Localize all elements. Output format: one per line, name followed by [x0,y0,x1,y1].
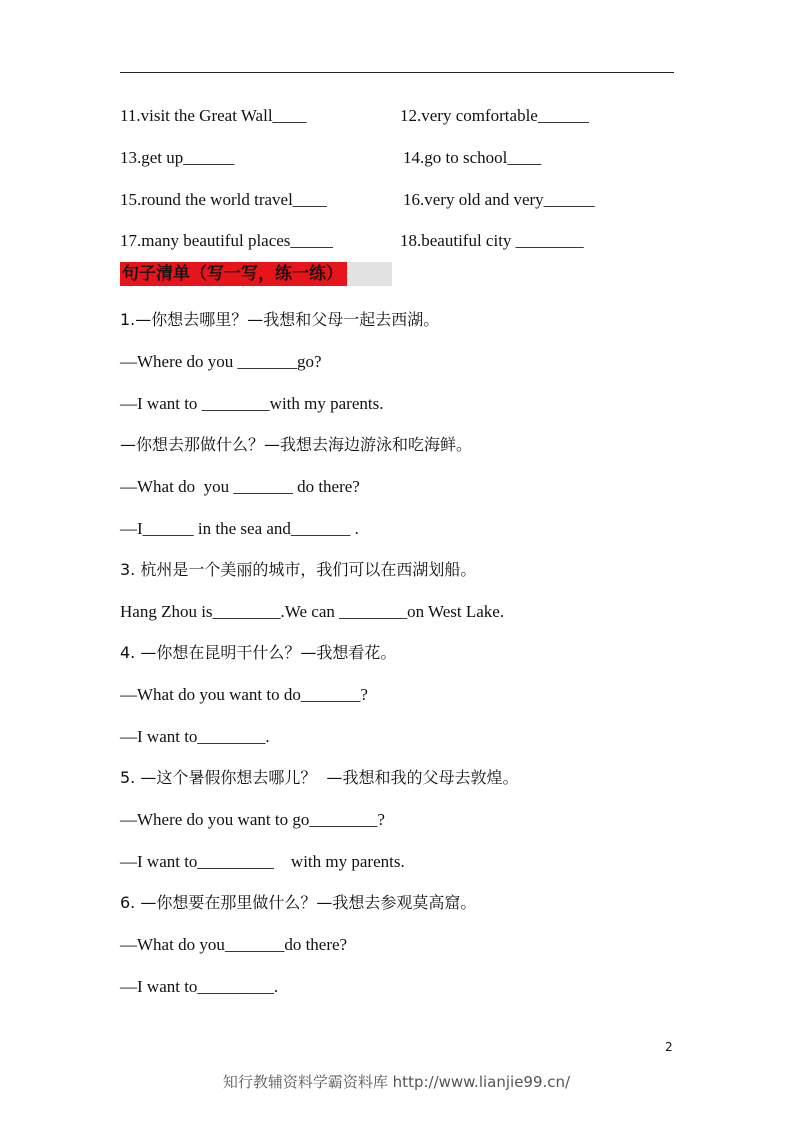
vocab-item: 18.beautiful city ________ [400,231,584,250]
vocab-item: 13.get up______ [120,148,235,167]
vocab-item: 14.go to school____ [403,148,542,167]
sentence-line: —What do you _______ do there? [120,477,360,496]
sentence-line: 4. —你想在昆明干什么？—我想看花。 [120,643,397,662]
sentence-line: —I______ in the sea and_______ . [120,519,359,538]
sentence-line: —你想去那做什么？—我想去海边游泳和吃海鲜。 [120,435,473,454]
sentence-line: Hang Zhou is________.We can ________on West Lake. [120,602,505,621]
footer-watermark: 知行教辅资料学霸资料库 http://www.lianjie99.cn/ [222,1073,571,1091]
sentence-line: —What do you want to do_______? [120,685,368,704]
sentence-line: —What do you_______do there? [120,935,348,954]
vocab-row [0,231,793,255]
top-rule [120,72,674,73]
sentence-line: —I want to_________ with my parents. [120,852,405,871]
section-title: 句子清单（写一写，练一练） [120,262,347,286]
vocab-item: 11.visit the Great Wall____ [120,106,307,125]
vocab-row [0,190,793,214]
sentence-line: —I want to_________. [120,977,279,996]
vocab-row [0,148,793,172]
section-header [120,262,392,286]
sentence-line: 3. 杭州是一个美丽的城市，我们可以在西湖划船。 [120,560,477,579]
sentence-line: 1.—你想去哪里？—我想和父母一起去西湖。 [120,310,440,329]
vocab-item: 12.very comfortable______ [400,106,589,125]
vocab-row [0,106,793,130]
sentence-line: 5. —这个暑假你想去哪儿？ —我想和我的父母去敦煌。 [120,768,519,787]
vocab-item: 16.very old and very______ [403,190,595,209]
sentence-line: —I want to________. [120,727,270,746]
sentence-line: —I want to ________with my parents. [120,394,384,413]
vocab-item: 15.round the world travel____ [120,190,327,209]
vocab-item: 17.many beautiful places_____ [120,231,333,250]
sentence-line: —Where do you _______go? [120,352,322,371]
sentence-line: 6. —你想要在那里做什么？—我想去参观莫高窟。 [120,893,477,912]
page-number: 2 [665,1040,673,1054]
sentence-line: —Where do you want to go________? [120,810,385,829]
